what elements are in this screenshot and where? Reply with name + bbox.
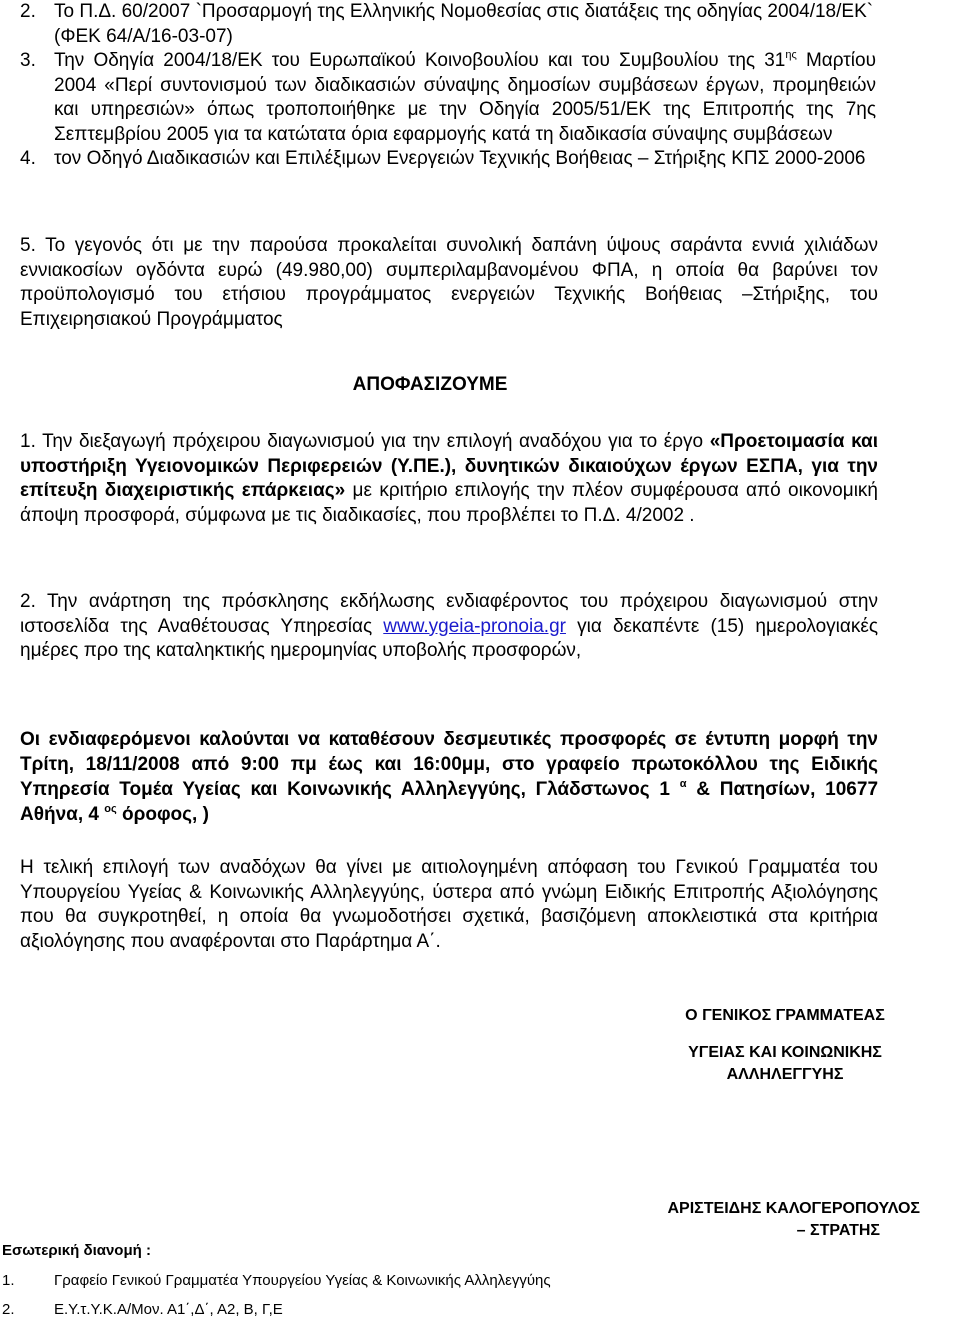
item-text: Την διεξαγωγή πρόχειρου διαγωνισμού για την επιλογή αναδόχου για το έργο: [42, 431, 710, 452]
website-link[interactable]: www.ygeia-pronoia.gr: [383, 615, 566, 637]
item-text: Την ανάρτηση της πρόσκλησης εκδήλωσης ενδιαφέροντος του πρόχειρου διαγωνισμού στην ιστοσελίδα της Αναθέτουσας Υπηρεσίας: [20, 591, 878, 637]
distribution-item-1: [2, 1271, 702, 1291]
project-title: «Προετοιμασία και υποστήριξη Υγειονομικών Περιφερειών (Υ.ΠΕ.), δυνητικών δικαιούχων έργων ΕΣΠΑ, για την επίτευξη διαχειριστικής επάρκειας»: [20, 431, 878, 501]
item-number: 1.: [20, 431, 36, 452]
item-text: Ε.Υ.τ.Υ.Κ.Α/Μον. Α1΄,Δ΄, Α2, Β, Γ,Ε: [54, 1301, 283, 1318]
offers-text: Οι ενδιαφερόμενοι καλούνται να καταθέσουν δεσμευτικές προσφορές σε έντυπη μορφή την Τρίτη, 18/11/2008 από 9:00 πμ έως και 16:00μμ, στο γραφείο πρωτοκόλλου της Ειδικής Υπηρεσία Τομέα Υγείας και Κοινωνικής Αλληλεγγύης, Γλάδστωνος 1: [20, 729, 878, 800]
legal-basis-item-2: [20, 0, 876, 49]
signatory-title-line-3: ΑΛΛΗΛΕΓΓΥΗΣ: [726, 1066, 844, 1083]
item-text: Την Οδηγία 2004/18/ΕΚ του Ευρωπαϊκού Κοινοβουλίου και του Συμβουλίου της 31: [54, 50, 786, 71]
decision-item-2: [20, 590, 878, 664]
item-text: Το γεγονός ότι με την παρούσα προκαλείται συνολική δαπάνη ύψους σαράντα εννιά χιλιάδων εννιακοσίων ογδόντα ευρώ (49.980,00) συμπεριλαμβανομένου ΦΠΑ, η οποία θα βαρύνει τον προϋπολογισμό του ετήσιου προγράμματος ενεργειών Τεχνικής Βοήθειας –Στήριξης, του Επιχειρησιακού Προγράμματος: [20, 235, 879, 330]
legal-basis-list: [20, 0, 876, 172]
ordinal-suffix: α: [679, 777, 687, 790]
offers-text-continued: & Πατησίων, 10677 Αθήνα, 4: [20, 779, 879, 825]
legal-basis-item-3: [20, 49, 876, 147]
item-text-continued: Μαρτίου 2004 «Περί συντονισμού των διαδικασιών σύναψης δημοσίων συμβάσεων έργων, προμηθειών και υπηρεσιών» όπως τροποποιήθηκε με την Οδηγία 2005/51/ΕΚ της Επιτροπής της 7ης Σεπτεμβρίου 2005 για τα κατώτατα όρια εφαρμογής κατά τη διαδικασία σύναψης συμβάσεων: [54, 50, 876, 145]
signatory-name-line-2: – ΣΤΡΑΤΗΣ: [796, 1222, 880, 1239]
item-text-continued: με κριτήριο επιλογής την πλέον συμφέρουσα από οικονομική άποψη προσφορά, σύμφωνα με τις διαδικασίες, που προβλέπει το Π.Δ. 4/2002 .: [20, 480, 878, 526]
distribution-item-2: [2, 1300, 702, 1320]
signatory-title-line-2: ΥΓΕΙΑΣ ΚΑΙ ΚΟΙΝΩΝΙΚΗΣ: [688, 1044, 882, 1061]
item-text-continued: για δεκαπέντε (15) ημερολογιακές ημέρες προ της καταληκτικής ημερομηνίας υποβολής προσφορών,: [20, 615, 878, 661]
decision-heading: ΑΠΟΦΑΣΙΖΟΥΜΕ: [352, 374, 508, 395]
item-number: 2.: [2, 1301, 15, 1318]
decision-item-1: [20, 430, 878, 528]
distribution-heading: Εσωτερική διανομή :: [2, 1242, 151, 1259]
item-number: 5.: [20, 235, 36, 256]
item-number: 2.: [20, 591, 36, 612]
legal-basis-item-4: [20, 147, 876, 172]
item-text: τον Οδηγό Διαδικασιών και Επιλέξιμων Ενεργειών Τεχνικής Βοήθειας – Στήριξης ΚΠΣ 2000-2006: [54, 148, 866, 169]
signatory-title-line-1: Ο ΓΕΝΙΚΟΣ ΓΡΑΜΜΑΤΕΑΣ: [685, 1007, 885, 1024]
item-number: 3.: [20, 50, 36, 71]
legal-basis-item-5: [20, 234, 878, 332]
signatory-name-line-1: ΑΡΙΣΤΕΙΔΗΣ ΚΑΛΟΓΕΡΟΠΟΥΛΟΣ: [667, 1200, 920, 1217]
item-text: Γραφείο Γενικού Γραμματέα Υπουργείου Υγείας & Κοινωνικής Αλληλεγγύης: [54, 1272, 551, 1289]
item-text: Το Π.Δ. 60/2007 `Προσαρμογή της Ελληνικής Νομοθεσίας στις διατάξεις της οδηγίας 2004/18/ΕΚ` (ΦΕΚ 64/Α/16-03-07): [54, 1, 874, 47]
item-number: 2.: [20, 1, 36, 22]
item-number: 4.: [20, 148, 36, 169]
item-number: 1.: [2, 1272, 15, 1289]
offers-paragraph: [20, 727, 878, 827]
final-selection-paragraph: Η τελική επιλογή των αναδόχων θα γίνει με αιτιολογημένη απόφαση του Γενικού Γραμματέα του Υπουργείου Υγείας & Κοινωνικής Αλληλεγγύης, ύστερα από γνώμη Ειδικής Επιτροπής Αξιολόγησης που θα συγκροτηθεί, η οποία θα γνωμοδοτήσει σχετικά, βασιζόμενη αποκλειστικά στα κριτήρια αξιολόγησης που αναφέρονται στο Παράρτημα Α΄.: [20, 857, 878, 952]
ordinal-suffix: ης: [785, 48, 797, 61]
ordinal-suffix: ος: [104, 802, 117, 815]
offers-text-end: όροφος, ): [116, 804, 209, 825]
